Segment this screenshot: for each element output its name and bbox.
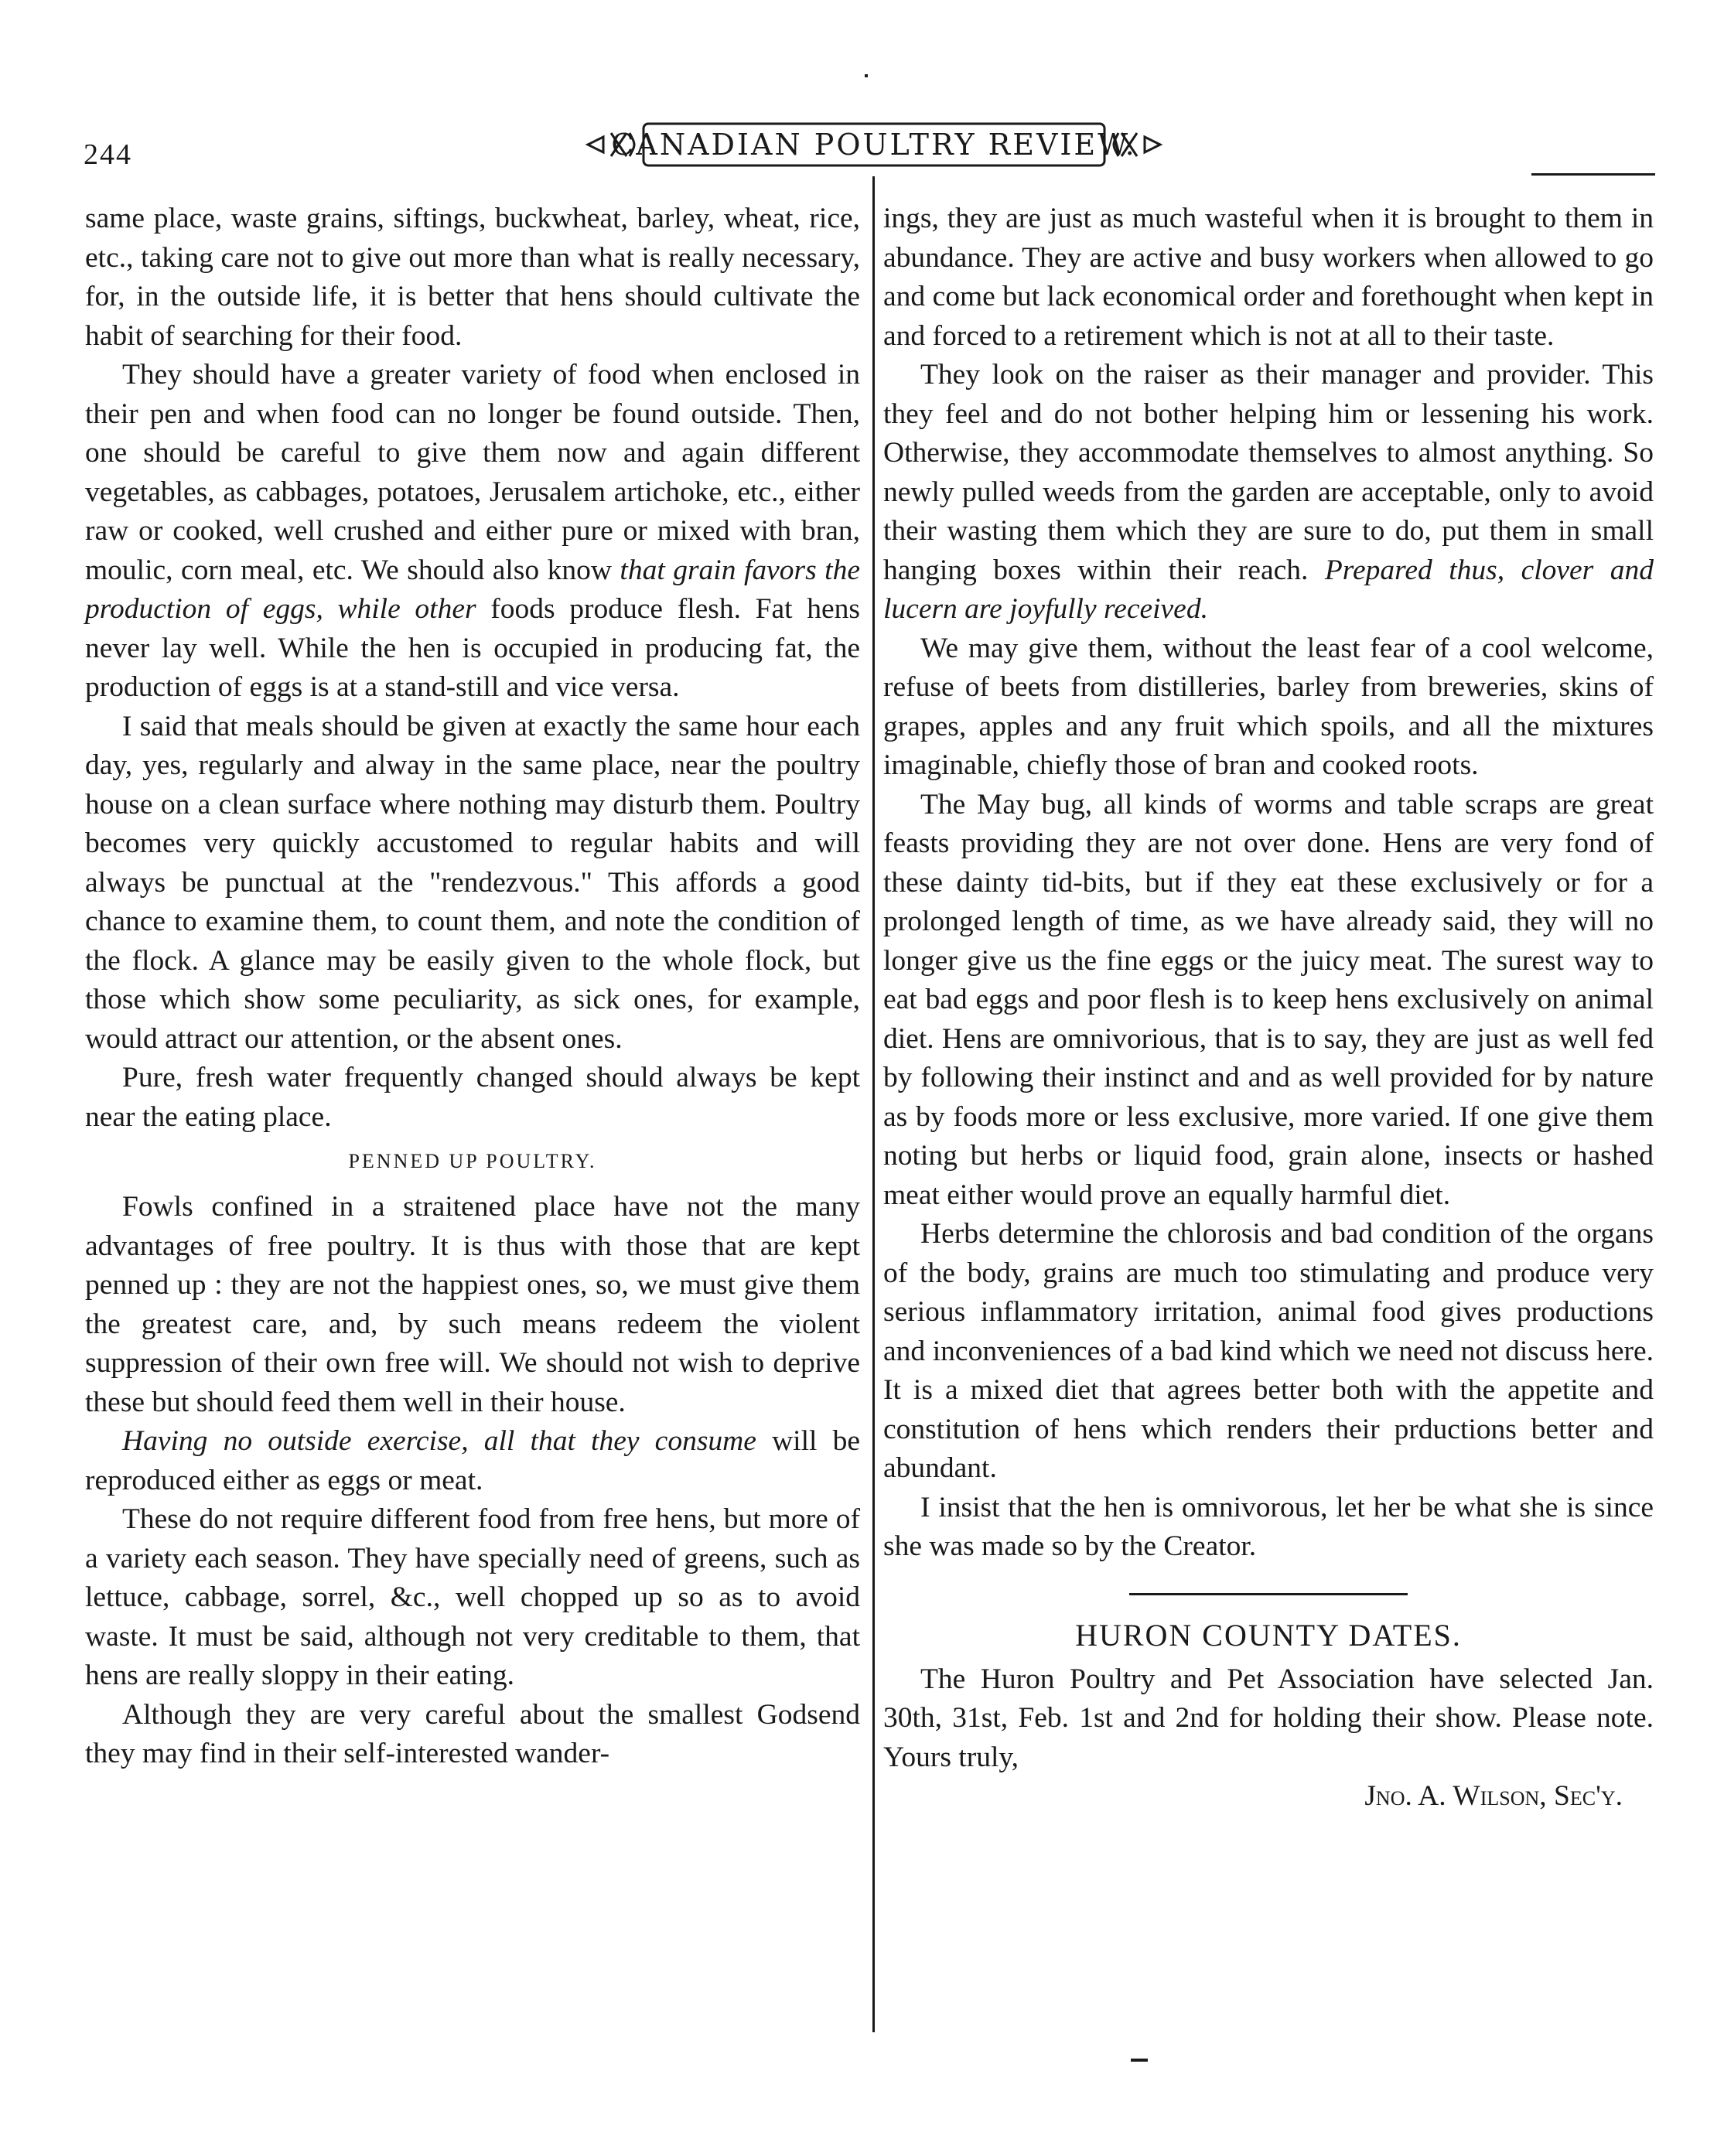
section-heading: PENNED UP POULTRY. [348,1150,597,1172]
paragraph-text: foods produce flesh. Fat hens never lay well. While the hen is occupied in producing fat, the production of eggs is at a stand-still and vice versa. [85,593,860,703]
paragraph [883,356,1654,629]
paragraph-text: They should have a greater variety of food when enclosed in their pen and when food can no longer be found outside. Then, one should be careful to give them now and again different vegetables, as cabbages, potatoes, Jerusalem artichoke, etc., either raw or cooked, well crushed and either pure or mixed with bran, moulic, corn meal, etc. We should also know [85,359,860,586]
masthead [580,110,1168,179]
paragraph: ings, they are just as much wasteful when it is brought to them in abundance. They are active and busy workers when allowed to go and come but lack economical order and forethought when kept in and forced to a retirement which is not at all to their taste. [883,203,1654,352]
paragraph-text: They look on the raiser as their manager and provider. This they feel and do not bother helping him or lessening his work. Otherwise, they accommodate themselves to almost anything. So newly pulled weeds from the garden are acceptable, only to avoid their wasting them which they are sure to do, put them in small hanging boxes within their reach. [883,359,1654,586]
print-speck [1131,2059,1148,2062]
paragraph: We may give them, without the least fear of a cool welcome, refuse of beets from distilleries, barley from breweries, skins of grapes, apples and any fruit which spoils, and all the mixtures imaginable, chiefly those of bran and cooked roots. [883,632,1654,781]
paragraph: Pure, fresh water frequently changed should always be kept near the eating place. [85,1062,860,1133]
paragraph: Although they are very careful about the smallest Godsend they may find in their self-interested wander- [85,1698,860,1769]
masthead-ornament-icon [580,110,1168,179]
header-rule [1531,173,1655,176]
paragraph-text: will be reproduced either as eggs or meat. [85,1425,860,1496]
paragraph: I insist that the hen is omnivorous, let her be what she is since she was made so by the Creator. [883,1491,1654,1562]
paragraph: I said that meals should be given at exactly the same hour each day, yes, regularly and alway in the same place, near the poultry house on a clean surface where nothing may disturb them. Poultry becomes very quickly accustomed to regular habits and will always be punctual at the "rendezvous." This affords a good chance to examine them, to count them, and note the condition of the flock. A glance may be easily given to the whole flock, but those which show some peculiarity, as sick ones, for example, would attract our attention, or the absent ones. [85,710,860,1055]
print-speck [865,74,868,77]
italic-text: Prepared thus, clover and lucern are joyfully received. [883,554,1654,625]
paragraph: The May bug, all kinds of worms and table scraps are great feasts providing they are not over done. Hens are very fond of these dainty tid-bits, but if they eat these exclusively or for a prolonged length of time, as we have already said, they will no longer give us the fine eggs or the juicy meat. The surest way to eat bad eggs and poor flesh is to keep hens exclusively on animal diet. Hens are omnivorious, that is to say, they are just as well fed by following their instinct and and as well provided for by nature as by foods more or less exclusive, more varied. If one give them noting but herbs or liquid food, grain alone, insects or hashed meat either would prove an equally harmful diet. [883,788,1654,1211]
notice-heading: HURON COUNTY DATES. [1075,1617,1462,1653]
italic-text: Having no outside exercise, all that they consume [122,1425,756,1457]
paragraph: Fowls confined in a straitened place have not the many advantages of free poultry. It is thus with those that are kept penned up : they are not the happiest ones, so, we must give them the greatest care, and, by such means redeem the violent suppression of their own free will. We should not wish to deprive these but should feed them well in their house. [85,1191,860,1418]
section-divider [1129,1593,1408,1595]
paragraph: These do not require different food from free hens, but more of a variety each season. They have specially need of greens, such as lettuce, cabbage, sorrel, &c., well chopped up so as to avoid waste. It must be said, although not very creditable to them, that hens are really sloppy in their eating. [85,1503,860,1691]
paragraph [85,1422,860,1500]
right-column [883,200,1654,1817]
paragraph [85,356,860,708]
left-column [85,200,860,1774]
paragraph: Herbs determine the chlorosis and bad condition of the organs of the body, grains are much too stimulating and produce very serious inflammatory irritation, animal food gives productions and inconveniences of a bad kind which we need not discuss here. It is a mixed diet that agrees better both with the appetite and constitution of hens which renders their prductions better and abundant. [883,1218,1654,1484]
paragraph: same place, waste grains, siftings, buckwheat, barley, wheat, rice, etc., taking care not to give out more than what is really necessary, for, in the outside life, it is better that hens should cultivate the habit of searching for their food. [85,203,860,352]
column-divider [872,176,875,2032]
signature: Jno. A. Wilson, Sec'y. [1364,1780,1623,1812]
masthead-title: CANADIAN POULTRY REVIEW. [611,128,1137,162]
page-number: 244 [84,138,132,171]
italic-text: that grain favors the production of eggs, while other [85,554,860,625]
notice-body: The Huron Poultry and Pet Association have selected Jan. 30th, 31st, Feb. 1st and 2nd for holding their show. Please note. Yours truly, [883,1663,1654,1773]
